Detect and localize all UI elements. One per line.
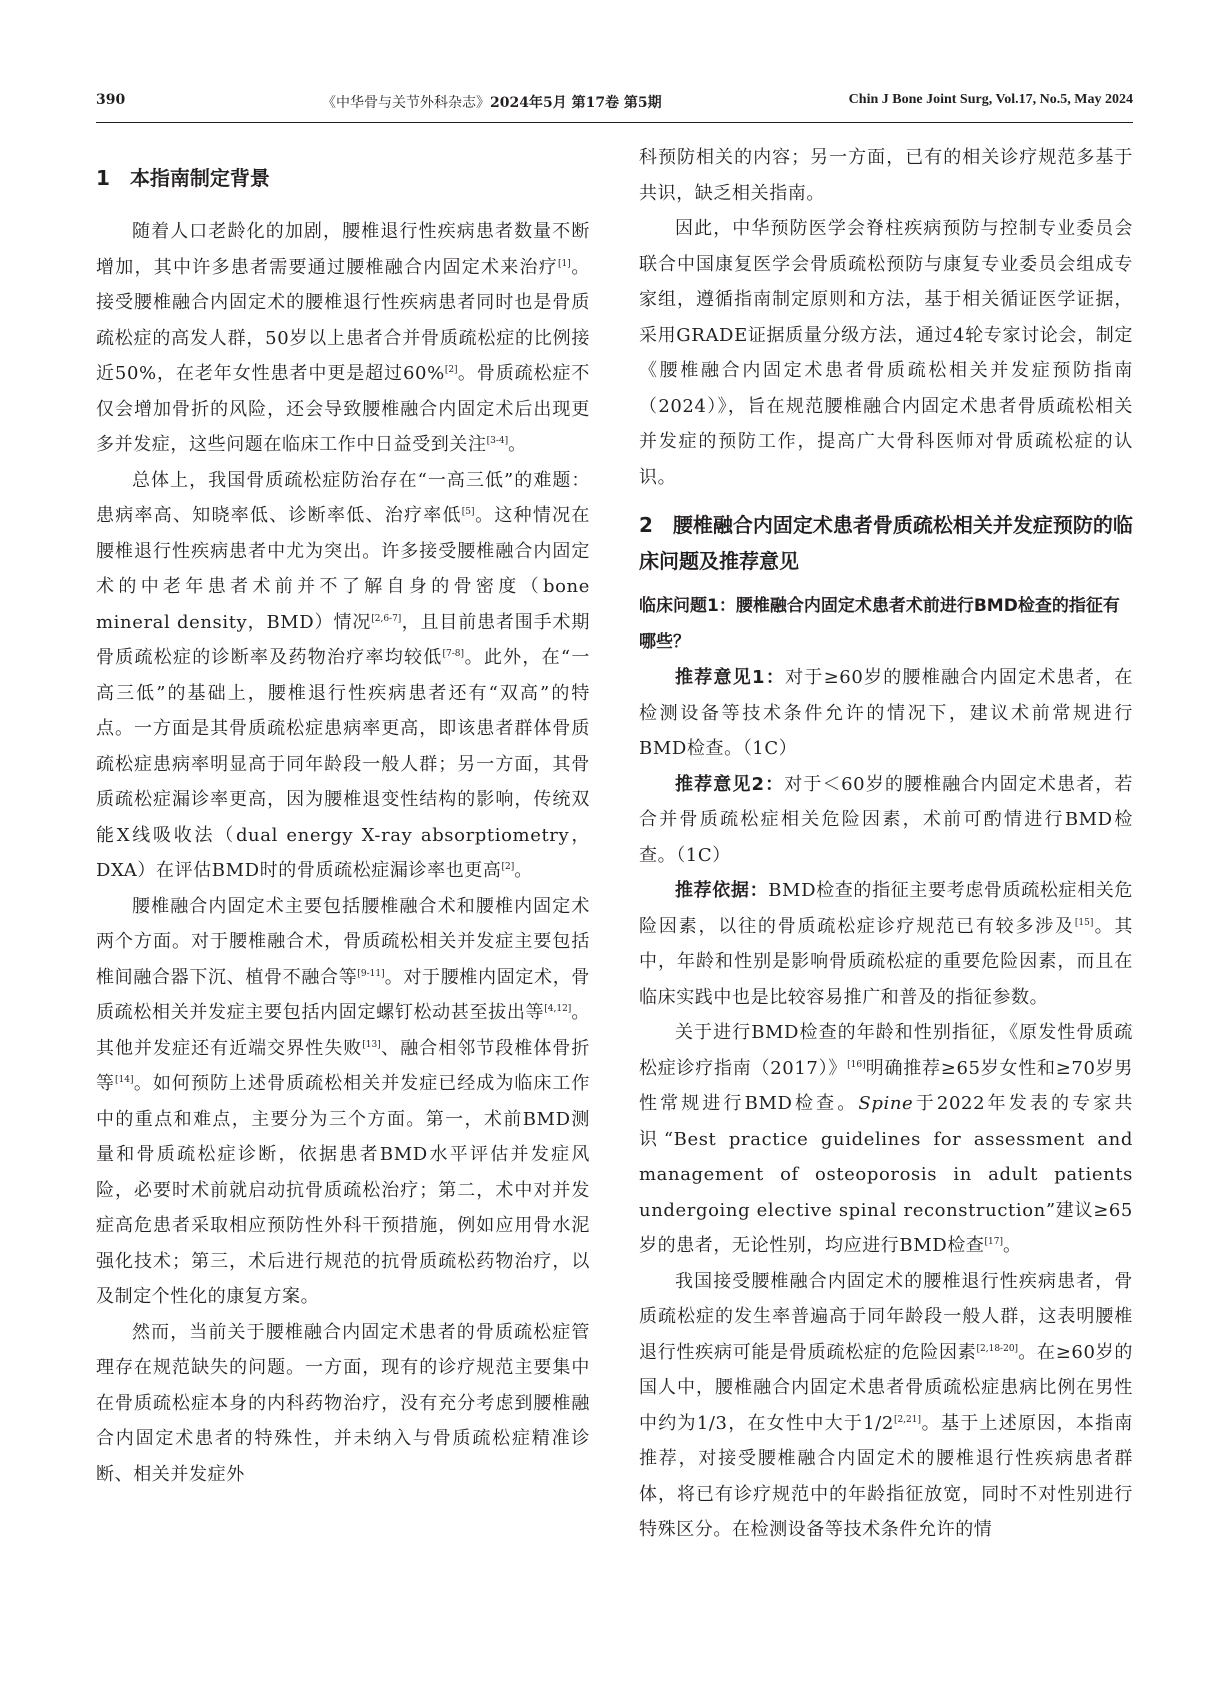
citation: [2] [444, 365, 458, 375]
journal-title-cn [322, 92, 662, 112]
text: 。 [1002, 1235, 1022, 1256]
journal-name-spine: Spine [858, 1093, 914, 1114]
text: 腰椎融合内固定术主要包括腰椎融合术和腰椎内固定术两个方面。对于腰椎融合术，骨质疏松相关并发症主要包括椎间融合器下沉、植骨不融合等 [96, 895, 590, 988]
journal-name-cn: 《中华骨与关节外科杂志》 [322, 95, 490, 111]
paragraph [96, 889, 590, 1315]
journal-issue-cn: 2024年5月 第17卷 第5期 [490, 95, 662, 111]
text: 。 [508, 434, 527, 455]
text: 总体上，我国骨质疏松症防治存在“一高三低”的难题：患病率高、知晓率低、诊断率低、治疗率低 [96, 469, 590, 526]
citation: [2,21] [893, 1414, 921, 1425]
citation: [1] [557, 258, 571, 269]
text: 对于≥60岁的腰椎融合内固定术患者，在检测设备等技术条件允许的情况下，建议术前常规进行BMD检查。（1C） [639, 667, 1133, 759]
citation: [15] [1074, 917, 1094, 928]
text: 。这种情况在腰椎退行性疾病患者中尤为突出。许多接受腰椎融合内固定术的中老年患者术前并不了解自身的骨密度（bone mineral density，BMD）情况 [96, 505, 590, 633]
citation: [17] [984, 1237, 1003, 1247]
recommendation-2 [639, 767, 1133, 874]
text: 随着人口老龄化的加剧，腰椎退行性疾病患者数量不断增加，其中许多患者需要通过腰椎融合内固定术来治疗 [96, 221, 590, 278]
text: 、融合相邻节段椎体骨折等 [96, 1037, 590, 1094]
clinical-question-1: 临床问题1：腰椎融合内固定术患者术前进行BMD检查的指征有哪些？ [639, 596, 1120, 652]
section-heading-1: 1 本指南制定背景 [96, 166, 270, 190]
page-number: 390 [96, 92, 126, 108]
left-column [96, 140, 590, 1492]
text: 。如何预防上述骨质疏松相关并发症已经成为临床工作中的重点和难点，主要分为三个方面。第一，术前BMD测量和骨质疏松症诊断，依据患者BMD水平评估并发症风险，必要时术前就启动抗骨质疏松治疗；第二，术中对并发症高危患者采取相应预防性外科干预措施，例如应用骨水泥强化技术；第三，术后进行规范的抗骨质疏松药物治疗，以及制定个性化的康复方案。 [96, 1073, 590, 1307]
text: 我国接受腰椎融合内固定术的腰椎退行性疾病患者，骨质疏松症的发生率普遍高于同年龄段一般人群，这表明腰椎退行性疾病可能是骨质疏松症的危险因素 [639, 1270, 1133, 1363]
text: 明确推荐≥65岁女性和≥70岁男性常规进行BMD检查。 [639, 1057, 1133, 1114]
text: 于2022年发表的专家共识“Best practice guidelines for assessment and management of osteoporosis in adult patients undergoing elective spinal reconstruction”建议≥65岁的患者，无论性别，均应进行BMD检查 [639, 1093, 1133, 1256]
text: ，且目前患者围手术期骨质疏松症的诊断率及药物治疗率均较低 [96, 611, 591, 668]
paragraph: 然而，当前关于腰椎融合内固定术患者的骨质疏松症管理存在规范缺失的问题。一方面，现有的诊疗规范主要集中在骨质疏松症本身的内科药物治疗，没有充分考虑到腰椎融合内固定术患者的特殊性，并未纳入与骨质疏松症精准诊断、相关并发症外 [96, 1321, 590, 1485]
text: 关于进行BMD检查的年龄和性别指征，《原发性骨质疏松症诊疗指南（2017）》 [639, 1022, 1133, 1079]
header-rule [96, 122, 1133, 123]
citation: [7-8] [442, 649, 465, 659]
text: 。骨质疏松症不仅会增加骨折的风险，还会导致腰椎融合内固定术后出现更多并发症，这些问题在临床工作中日益受到关注 [96, 363, 590, 455]
citation: [4,12] [544, 1004, 572, 1014]
text: 。 [514, 860, 533, 881]
text: 对于＜60岁的腰椎融合内固定术患者，若合并骨质疏松症相关危险因素，术前可酌情进行BMD检查。（1C） [639, 773, 1133, 866]
text: 。接受腰椎融合内固定术的腰椎退行性疾病患者同时也是骨质疏松症的高发人群，50岁以上患者合并骨质疏松症的比例接近50%，在老年女性患者中更是超过60% [96, 256, 590, 384]
citation: [5] [461, 507, 475, 517]
recommendation-label: 推荐意见1： [675, 667, 786, 688]
citation: [2,6-7] [371, 613, 402, 624]
text: 。基于上述原因，本指南推荐，对接受腰椎融合内固定术的腰椎退行性疾病患者群体，将已有诊疗规范中的年龄指征放宽，同时不对性别进行特殊区分。在检测设备等技术条件允许的情 [639, 1412, 1133, 1540]
recommendation-label: 推荐意见2： [675, 773, 785, 795]
citation: [2,18-20] [976, 1343, 1019, 1354]
basis-label: 推荐依据： [675, 880, 769, 901]
recommendation-1 [639, 660, 1133, 767]
text: 。其中，年龄和性别是影响骨质疏松症的重要危险因素，而且在临床实践中也是比较容易推广和普及的指征参数。 [639, 915, 1134, 1008]
citation: [16] [847, 1059, 866, 1070]
text: 。在≥60岁的国人中，腰椎融合内固定术患者骨质疏松症患病比例在男性中约为1/3，在女性中大于1/2 [639, 1341, 1133, 1434]
citation: [9-11] [357, 968, 385, 979]
paragraph [639, 1015, 1133, 1264]
paragraph: 因此，中华预防医学会脊柱疾病预防与控制专业委员会联合中国康复医学会骨质疏松预防与康复专业委员会组成专家组，遵循指南制定原则和方法，基于相关循证医学证据，采用GRADE证据质量分级方法，通过4轮专家讨论会，制定《腰椎融合内固定术患者骨质疏松相关并发症预防指南（2024）》，旨在规范腰椎融合内固定术患者骨质疏松相关并发症的预防工作，提高广大骨科医师对骨质疏松症的认识。 [639, 218, 1133, 488]
text: 。对于腰椎内固定术，骨质疏松相关并发症主要包括内固定螺钉松动甚至拔出等 [96, 966, 590, 1023]
text: 。此外，在“一高三低”的基础上，腰椎退行性疾病患者还有“双高”的特点。一方面是其骨质疏松症患病率更高，即该患者群体骨质疏松症患病率明显高于同年龄段一般人群；另一方面，其骨质疏松症漏诊率更高，因为腰椎退变性结构的影响，传统双能X线吸收法（dual energy X-ray absorptiometry，DXA）在评估BMD时的骨质疏松症漏诊率也更高 [96, 647, 590, 881]
right-column [639, 140, 1133, 1548]
paragraph [96, 463, 590, 889]
citation: [14] [115, 1075, 134, 1085]
running-header [96, 92, 1133, 116]
recommendation-basis [639, 873, 1133, 1015]
text: 。其他并发症还有近端交界性失败 [96, 1002, 590, 1059]
citation: [2] [501, 862, 515, 872]
section-heading-2: 2 腰椎融合内固定术患者骨质疏松相关并发症预防的临床问题及推荐意见 [639, 513, 1133, 573]
citation: [3-4] [486, 436, 509, 446]
citation: [13] [362, 1039, 381, 1050]
paragraph-continued: 科预防相关的内容；另一方面，已有的相关诊疗规范多基于共识，缺乏相关指南。 [639, 147, 1133, 204]
text: BMD检查的指征主要考虑骨质疏松症相关危险因素，以往的骨质疏松症诊疗规范已有较多涉及 [639, 880, 1134, 937]
journal-title-en: Chin J Bone Joint Surg, Vol.17, No.5, May 2024 [848, 92, 1133, 107]
paragraph [96, 214, 590, 463]
paragraph [639, 1264, 1133, 1548]
